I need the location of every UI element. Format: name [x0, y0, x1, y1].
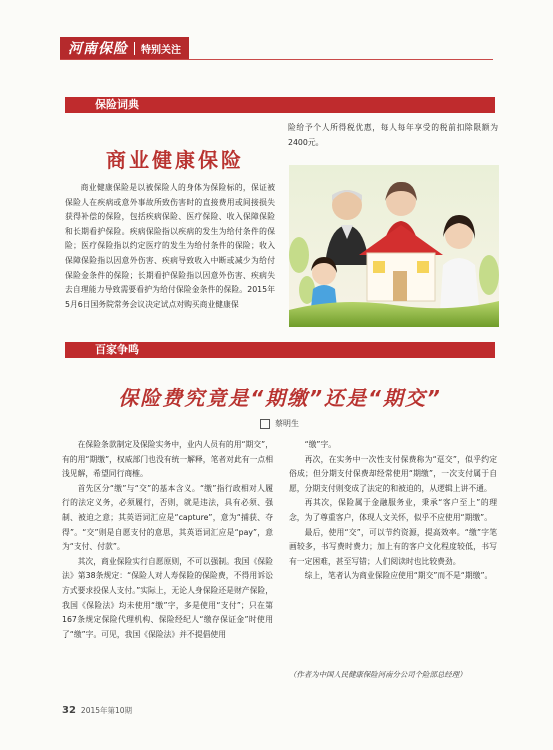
paragraph: “缴”字。	[304, 440, 337, 449]
paragraph: 在保险条款制定及保险实务中，业内人员有的用“期交”，有的用“期缴”，权威部门也没有统一解释，笔者对此有一点相浅见解，希望同行商榷。	[62, 440, 273, 479]
paragraph: 再其次，保险属于金融服务业，秉承“客户至上”的理念，为了尊重客户，体现人文关怀，似乎不应使用“期缴”。	[289, 498, 497, 522]
paragraph: 商业健康保险是以被保险人的身体为保险标的，保证被保险人在疾病或意外事故所致伤害时的直接费用或间接损失获得补偿的保险，包括疾病保险、医疗保险、收入保障保险和长期看护保险。疾病保险指以疾病的发生为给付条件的保险；医疗保险指以约定医疗的发生为给付条件的保险；收入保障保险指以因意外伤害、疾病导致收入中断或减少为给付保险金条件的保险；长期看护保险指以因意外伤害、疾病失去自理能力导致需要看护为给付保险金条件的保险。2015年5月6日国务院常务会议决定试点对购买商业健康保	[65, 183, 275, 309]
author-name: 蔡明生	[275, 419, 299, 428]
paragraph: 综上，笔者认为商业保险应使用“期交”而不是“期缴”。	[304, 571, 493, 581]
issue-label: 2015年第10期	[80, 706, 133, 715]
header-separator	[134, 42, 135, 55]
family-house-photo	[289, 165, 499, 327]
paragraph: 首先区分“缴”与“交”的基本含义。“缴”指行政相对人履行的法定义务，必须履行，否则，就是违法，具有必须、强制、被迫之意；其英语词汇应是“capture”，意为“捕获、夺得”。“交”则是自愿支付的意思，其英语词汇应是“pay”，意为“支付、付款”。	[62, 483, 273, 552]
header-tag	[60, 37, 189, 59]
section-label-debate: 百家争鸣	[95, 343, 139, 356]
header-brand: 河南保险	[68, 41, 128, 57]
article-body-health-insurance	[65, 181, 275, 312]
article-body-continued	[288, 121, 498, 150]
section-label-dictionary: 保险词典	[95, 98, 139, 111]
page-number: 32	[62, 705, 76, 716]
page-footer	[62, 705, 132, 716]
paragraph: 最后，使用“交”，可以节约资源，提高效率。“缴”字笔画较多，书写费时费力；加上有的客户文化程度较低，书写有一定困难，甚至写错；人们阅读时也比较费劲。	[289, 527, 497, 566]
paragraph: 险给予个人所得税优惠，每人每年享受的税前扣除限额为2400元。	[288, 123, 498, 147]
article-column-left	[62, 438, 273, 642]
article-title-premium: 保险费究竟是“期缴”还是“期交”	[118, 386, 442, 410]
header-section: 特别关注	[141, 44, 181, 56]
article-title-health-insurance: 商业健康保险	[106, 148, 244, 172]
paragraph: 再次，在实务中一次性支付保费称为“趸交”，似乎约定俗成；但分期支付保费却经常使用“期缴”，一次支付属于自愿，分期支付则变成了法定的和被迫的，从逻辑上讲不通。	[289, 454, 497, 493]
paragraph: 其次，商业保险实行自愿原则，不可以强制。我国《保险法》第38条规定：“保险人对人寿保险的保险费，不得用诉讼方式要求投保人支付。”实际上，无论人身保险还是财产保险，我国《保险法》均未使用“缴”字，多是使用“支付”；只在第167条规定保险代理机构、保险经纪人“缴存保证金”时使用了“缴”字。可见，我国《保险法》并不提倡使用	[62, 556, 273, 639]
author-signature: （作者为中国人民健康保险河南分公司个险部总经理）	[289, 670, 467, 679]
author-line	[260, 418, 299, 429]
author-marker-icon	[260, 419, 270, 429]
header-rule	[60, 59, 493, 60]
article-column-right	[289, 438, 497, 584]
